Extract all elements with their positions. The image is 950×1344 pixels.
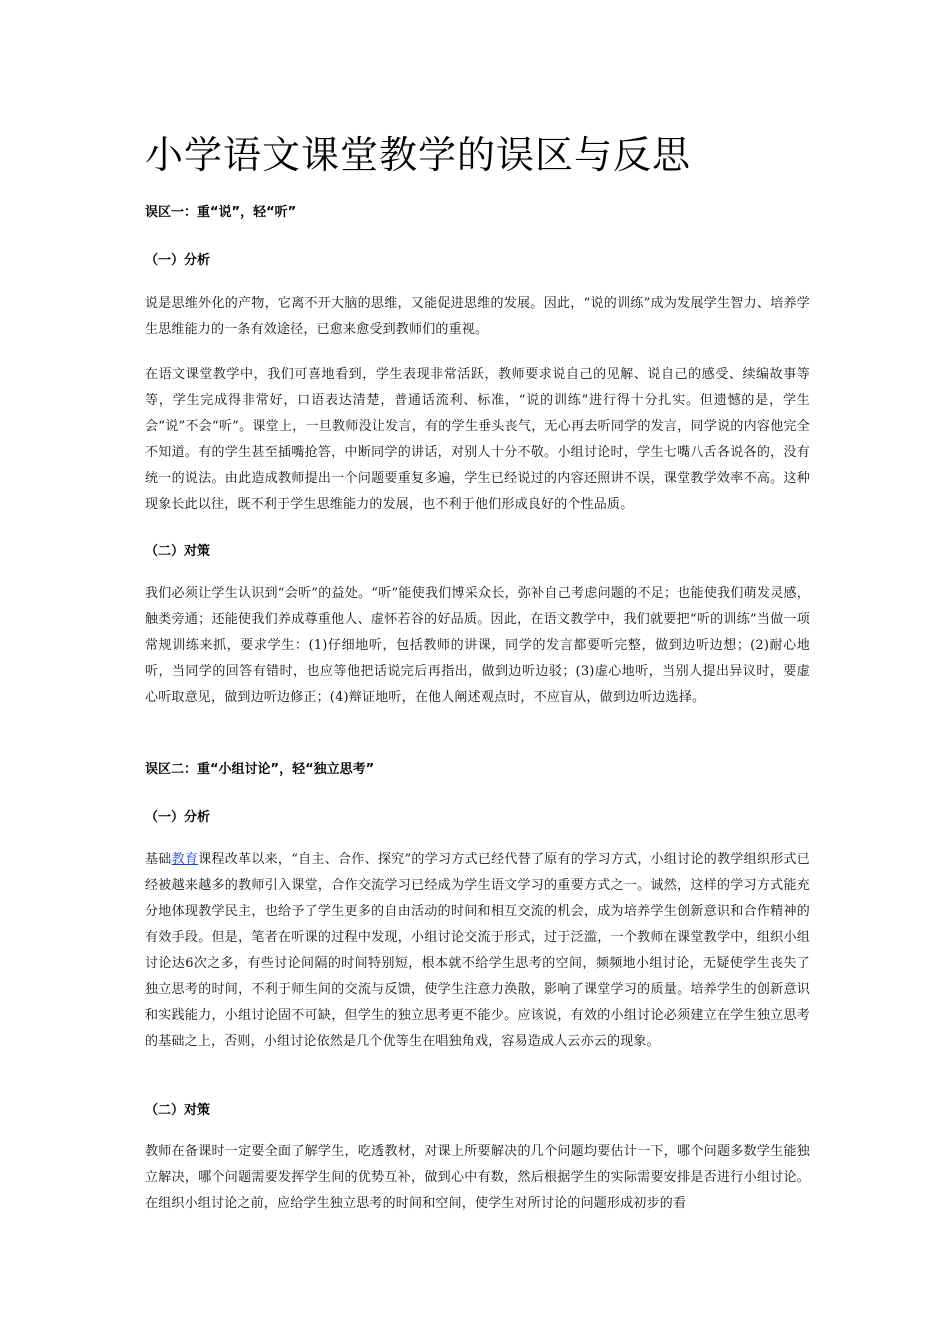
document-title: 小学语文课堂教学的误区与反思 bbox=[145, 133, 692, 177]
section1-analysis-paragraph-1: 说是思维外化的产物，它离不开大脑的思维，又能促进思维的发展。因此，“说的训练”成为发展学生智力、培养学生思维能力的一条有效途径，已愈来愈受到教师们的重视。 bbox=[145, 296, 810, 337]
section2-strategy-paragraph: 教师在备课时一定要全面了解学生，吃透教材，对课上所要解决的几个问题均要估计一下，哪个问题多数学生能独立解决，哪个问题需要发挥学生间的优势互补，做到心中有数，然后根据学生的实际需要安排是否进行小组讨论。在组织小组讨论之前，应给学生独立思考的时间和空间，使学生对所讨论的问题形成初步的看 bbox=[145, 1144, 810, 1211]
paragraph-text-rest: 课程改革以来，“自主、合作、探究”的学习方式已经代替了原有的学习方式，小组讨论的教学组织形式已经被越来越多的教师引入课堂，合作交流学习已经成为学生语文学习的重要方式之一。诚然，这样的学习方式能充分地体现教学民主，也给予了学生更多的自由活动的时间和相互交流的机会，成为培养学生创新意识和合作精神的有效手段。但是，笔者在听课的过程中发现，小组讨论交流于形式，过于泛滥，一个教师在课堂教学中，组织小组讨论达6次之多，有些讨论间隔的时间特别短，根本就不给学生思考的空间，频频地小组讨论，无疑使学生丧失了独立思考的时间，不利于师生间的交流与反馈，使学生注意力涣散，影响了课堂学习的质量。培养学生的创新意识和实践能力，小组讨论固不可缺，但学生的独立思考更不能少。应该说，有效的小组讨论必须建立在学生独立思考的基础之上，否则，小组讨论依然是几个优等生在唱独角戏，容易造成人云亦云的现象。 bbox=[145, 852, 811, 1049]
section2-analysis-heading: （一）分析 bbox=[145, 810, 211, 825]
section2-analysis-paragraph bbox=[145, 847, 810, 1055]
section2-heading: 误区二：重“小组讨论”，轻“独立思考” bbox=[145, 762, 375, 777]
paragraph-text-start: 基础 bbox=[145, 852, 172, 867]
section1-heading: 误区一：重“说”，轻“听” bbox=[145, 205, 297, 220]
section1-strategy-heading: （二）对策 bbox=[145, 544, 211, 559]
section1-strategy-paragraph: 我们必须让学生认识到“会听”的益处。“听”能使我们博采众长，弥补自己考虑问题的不足；也能使我们萌发灵感，触类旁通；还能使我们养成尊重他人、虚怀若谷的好品质。因此，在语文教学中，我们就要把“听的训练”当做一项常规训练来抓，要求学生：(1)仔细地听，包括教师的讲课，同学的发言都要听完整，做到边听边想；(2)耐心地听，当同学的回答有错时，也应等他把话说完后再指出，做到边听边驳；(3)虚心地听，当别人提出异议时，要虚心听取意见，做到边听边修正；(4)辩证地听，在他人阐述观点时，不应盲从，做到边听边选择。 bbox=[145, 586, 810, 705]
section2-strategy-heading: （二）对策 bbox=[145, 1103, 211, 1118]
education-link[interactable]: 教育 bbox=[171, 852, 199, 867]
section1-analysis-paragraph-2: 在语文课堂教学中，我们可喜地看到，学生表现非常活跃，教师要求说自己的见解、说自己的感受、续编故事等等，学生完成得非常好，口语表达清楚，普通话流利、标准，“说的训练”进行得十分扎实。但遗憾的是，学生会“说”不会“听”。课堂上，一旦教师没让发言，有的学生垂头丧气，无心再去听同学的发言，同学说的内容他完全不知道。有的学生甚至插嘴抢答，中断同学的讲话，对别人十分不敬。小组讨论时，学生七嘴八舌各说各的，没有统一的说法。由此造成教师提出一个问题要重复多遍，学生已经说过的内容还照讲不误，课堂教学效率不高。这种现象长此以往，既不利于学生思维能力的发展，也不利于他们形成良好的个性品质。 bbox=[145, 367, 810, 512]
section1-analysis-heading: （一）分析 bbox=[145, 253, 211, 268]
